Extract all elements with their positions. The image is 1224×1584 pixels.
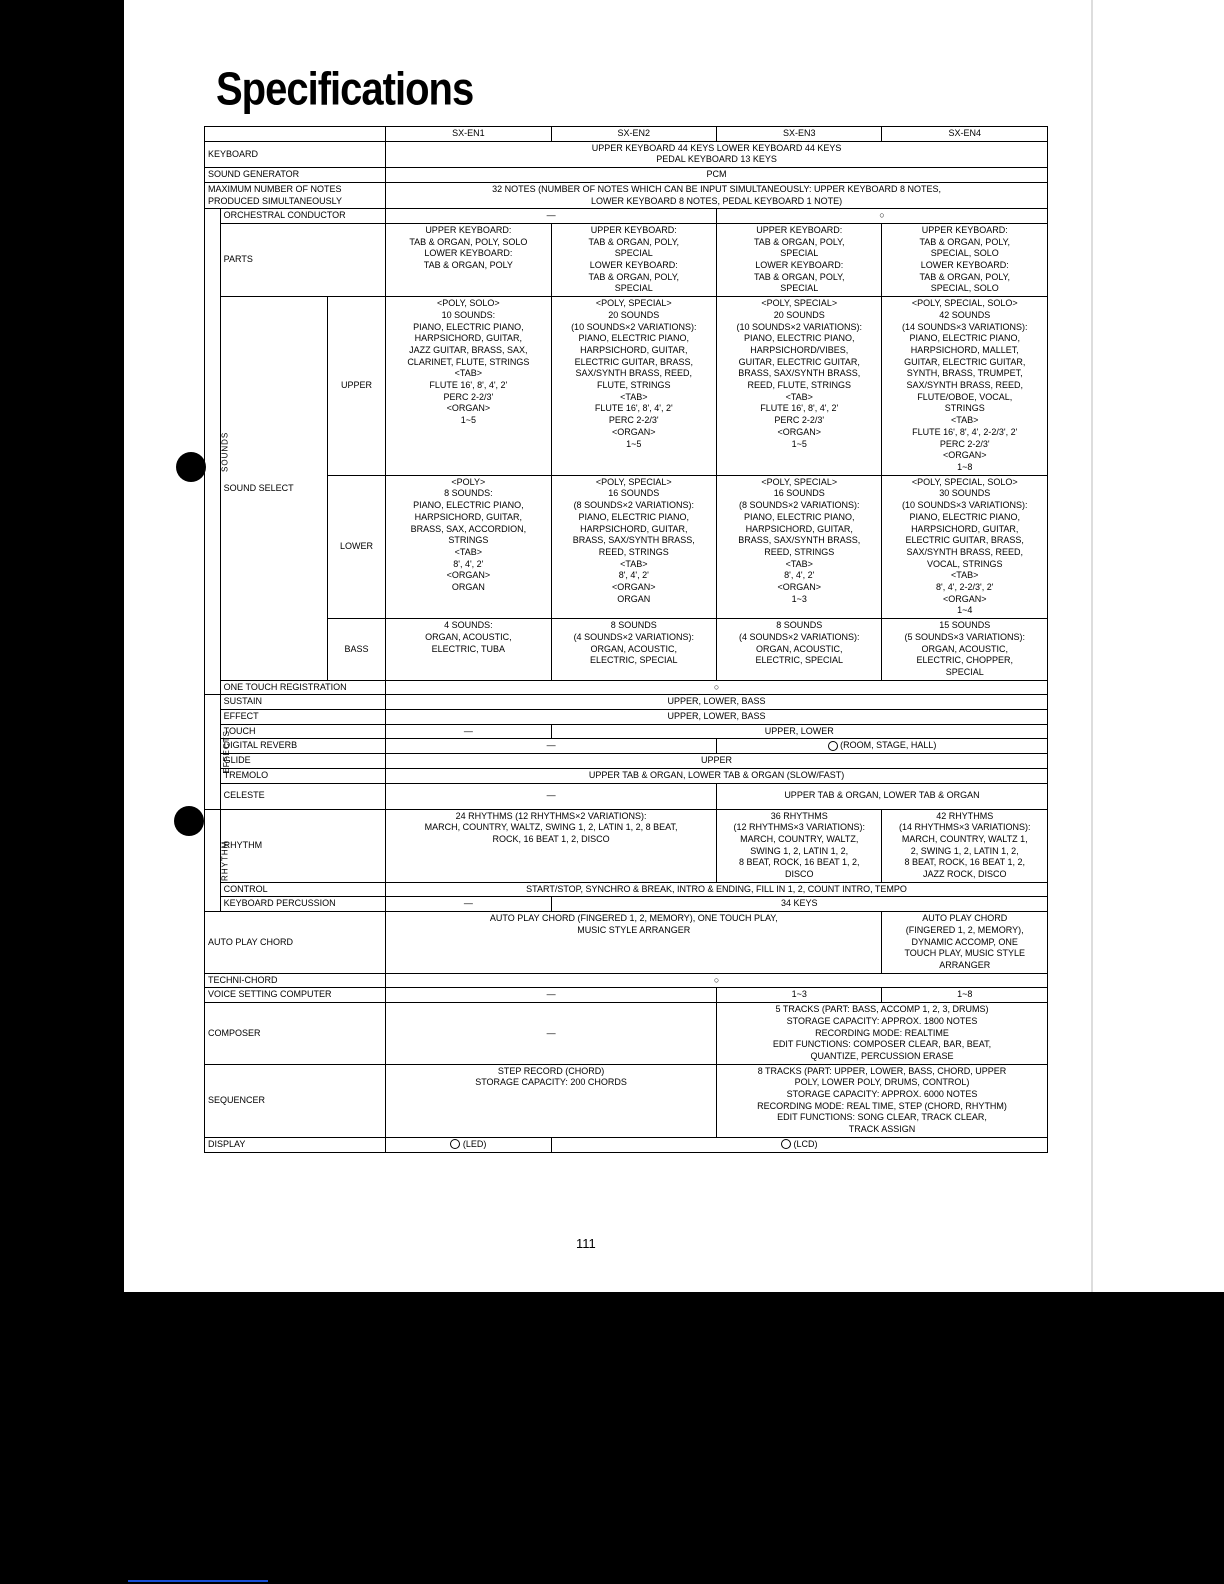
page-edge [1091,0,1093,1292]
punch-hole-icon [174,806,204,836]
row-label: ORCHESTRAL CONDUCTOR [220,209,385,224]
page-number: 111 [576,1236,596,1251]
cell: <POLY, SOLO> 10 SOUNDS: PIANO, ELECTRIC PIANO, HARPSICHORD, GUITAR, JAZZ GUITAR, BRASS, SAX, CLARINET, FLUTE, STRINGS <TAB> FLUTE 16', 8', 4', 2' PERC 2-2/3' <ORGAN> 1~5 [386,297,551,476]
cell: <POLY, SPECIAL, SOLO> 42 SOUNDS (14 SOUNDS×3 VARIATIONS): PIANO, ELECTRIC PIANO, HARPSICHORD, MALLET, GUITAR, ELECTRIC GUITAR, SYNTH, BRASS, TRUMPET, SAX/SYNTH BRASS, REED, FLUTE/OBOE, VOCAL, STRINGS <TAB> FLUTE 16', 8', 4', 2-2/3', 2' PERC 2-2/3' <ORGAN> 1~8 [882,297,1048,476]
table-row [205,882,1048,897]
cell: — [386,724,551,739]
cell: <POLY, SPECIAL> 16 SOUNDS (8 SOUNDS×2 VARIATIONS): PIANO, ELECTRIC PIANO, HARPSICHORD, GUITAR, BRASS, SAX/SYNTH BRASS, REED, STRINGS <TAB> 8', 4', 2' <ORGAN> 1~3 [717,475,882,618]
table-row [205,1137,1048,1152]
model-header: SX-EN2 [551,127,716,142]
table-row [205,897,1048,912]
cell: 8 SOUNDS (4 SOUNDS×2 VARIATIONS): ORGAN, ACOUSTIC, ELECTRIC, SPECIAL [551,619,716,681]
row-label: MAXIMUM NUMBER OF NOTES PRODUCED SIMULTANEOUSLY [205,182,386,208]
row-label: TOUCH [220,724,385,739]
row-label: SOUND SELECT [220,297,327,681]
cell: 24 RHYTHMS (12 RHYTHMS×2 VARIATIONS): MARCH, COUNTRY, WALTZ, SWING 1, 2, LATIN 1, 2, 8 BEAT, ROCK, 16 BEAT 1, 2, DISCO [386,809,717,882]
cell: 34 KEYS [551,897,1047,912]
group-label: RHYTHM [220,840,230,881]
model-header: SX-EN3 [717,127,882,142]
cell: ○ [386,680,1048,695]
row-label: TREMOLO [220,768,385,783]
row-label: GLIDE [220,754,385,769]
table-row [205,141,1048,167]
row-label: VOICE SETTING COMPUTER [205,988,386,1003]
cell: — [386,988,717,1003]
cell [386,1137,551,1152]
table-row [205,695,1048,710]
cell: <POLY, SPECIAL, SOLO> 30 SOUNDS (10 SOUNDS×3 VARIATIONS): PIANO, ELECTRIC PIANO, HARPSICHORD, GUITAR, ELECTRIC GUITAR, BRASS, SAX/SYNTH BRASS, REED, VOCAL, STRINGS <TAB> 8', 4', 2-2/3', 2' <ORGAN> 1~4 [882,475,1048,618]
model-header: SX-EN4 [882,127,1048,142]
link-underline [128,1580,268,1582]
row-label: SEQUENCER [205,1064,386,1137]
circle-icon [781,1139,791,1149]
cell: UPPER KEYBOARD 44 KEYS LOWER KEYBOARD 44 KEYS PEDAL KEYBOARD 13 KEYS [386,141,1048,167]
cell: UPPER [386,754,1048,769]
table-row [205,754,1048,769]
table-row [205,619,1048,681]
table-row [205,809,1048,882]
table-row [205,127,1048,142]
sub-label: LOWER [327,475,385,618]
cell: — [386,739,717,754]
table-row [205,209,1048,224]
table-row [205,783,1048,809]
cell: — [386,897,551,912]
spec-table [204,126,1048,1153]
table-row [205,475,1048,618]
row-label: ONE TOUCH REGISTRATION [220,680,385,695]
row-label: PARTS [220,223,385,296]
sub-label: BASS [327,619,385,681]
cell-text: (LCD) [793,1138,818,1149]
row-label: TECHNI-CHORD [205,973,386,988]
cell: 5 TRACKS (PART: BASS, ACCOMP 1, 2, 3, DRUMS) STORAGE CAPACITY: APPROX. 1800 NOTES RECORDING MODE: REALTIME EDIT FUNCTIONS: COMPOSER CLEAR, BAR, BEAT, QUANTIZE, PERCUSSION ERASE [717,1003,1048,1065]
cell: UPPER TAB & ORGAN, LOWER TAB & ORGAN (SLOW/FAST) [386,768,1048,783]
cell: 8 SOUNDS (4 SOUNDS×2 VARIATIONS): ORGAN, ACOUSTIC, ELECTRIC, SPECIAL [717,619,882,681]
row-label: DIGITAL REVERB [220,739,385,754]
cell-text: (LED) [462,1138,487,1149]
circle-icon [828,741,838,751]
page-title: Specifications [216,64,474,115]
cell: 15 SOUNDS (5 SOUNDS×3 VARIATIONS): ORGAN, ACOUSTIC, ELECTRIC, CHOPPER, SPECIAL [882,619,1048,681]
cell: 32 NOTES (NUMBER OF NOTES WHICH CAN BE INPUT SIMULTANEOUSLY: UPPER KEYBOARD 8 NOTES, LOWER KEYBOARD 8 NOTES, PEDAL KEYBOARD 1 NOTE) [386,182,1048,208]
group-label: SOUNDS [220,431,230,472]
cell-text: (ROOM, STAGE, HALL) [840,740,937,751]
cell: UPPER TAB & ORGAN, LOWER TAB & ORGAN [717,783,1048,809]
cell: <POLY, SPECIAL> 20 SOUNDS (10 SOUNDS×2 VARIATIONS): PIANO, ELECTRIC PIANO, HARPSICHORD/VIBES, GUITAR, ELECTRIC GUITAR, BRASS, SAX/SYNTH BRASS, REED, FLUTE, STRINGS <TAB> FLUTE 16', 8', 4', 2' PERC 2-2/3' <ORGAN> 1~5 [717,297,882,476]
group-effects [205,695,231,809]
row-label: SOUND GENERATOR [205,168,386,183]
punch-hole-icon [176,452,206,482]
cell: AUTO PLAY CHORD (FINGERED 1, 2, MEMORY), DYNAMIC ACCOMP, ONE TOUCH PLAY, MUSIC STYLE ARRANGER [882,912,1048,974]
cell: UPPER KEYBOARD: TAB & ORGAN, POLY, SOLO LOWER KEYBOARD: TAB & ORGAN, POLY [386,223,551,296]
cell: <POLY> 8 SOUNDS: PIANO, ELECTRIC PIANO, HARPSICHORD, GUITAR, BRASS, SAX, ACCORDION, STRINGS <TAB> 8', 4', 2' <ORGAN> ORGAN [386,475,551,618]
cell: — [386,1003,717,1065]
cell: <POLY, SPECIAL> 20 SOUNDS (10 SOUNDS×2 VARIATIONS): PIANO, ELECTRIC PIANO, HARPSICHORD, GUITAR, ELECTRIC GUITAR, BRASS, SAX/SYNTH BRASS, REED, FLUTE, STRINGS <TAB> FLUTE 16', 8', 4', 2' PERC 2-2/3' <ORGAN> 1~5 [551,297,716,476]
group-sounds [205,209,230,695]
row-label: EFFECT [220,710,385,725]
cell [551,1137,1047,1152]
row-label: CELESTE [220,783,385,809]
table-row [205,182,1048,208]
row-label: RHYTHM [220,809,385,882]
cell: — [386,209,717,224]
table-row [205,724,1048,739]
group-label: EFFECTS [221,730,231,774]
row-label: KEYBOARD PERCUSSION [220,897,385,912]
table-row [205,739,1048,754]
sub-label: UPPER [327,297,385,476]
cell: 1~8 [882,988,1048,1003]
cell: ○ [386,973,1048,988]
row-label: SUSTAIN [220,695,385,710]
document-page [124,0,1091,1292]
table-row [205,223,1048,296]
cell: AUTO PLAY CHORD (FINGERED 1, 2, MEMORY), ONE TOUCH PLAY, MUSIC STYLE ARRANGER [386,912,882,974]
cell: ○ [717,209,1048,224]
row-label: AUTO PLAY CHORD [205,912,386,974]
page-margin [1091,0,1224,1292]
cell: UPPER KEYBOARD: TAB & ORGAN, POLY, SPECIAL, SOLO LOWER KEYBOARD: TAB & ORGAN, POLY, SPECIAL, SOLO [882,223,1048,296]
table-row [205,768,1048,783]
cell: PCM [386,168,1048,183]
cell: UPPER KEYBOARD: TAB & ORGAN, POLY, SPECIAL LOWER KEYBOARD: TAB & ORGAN, POLY, SPECIAL [717,223,882,296]
table-row [205,1064,1048,1137]
circle-icon [450,1139,460,1149]
cell: 1~3 [717,988,882,1003]
table-row [205,680,1048,695]
cell: <POLY, SPECIAL> 16 SOUNDS (8 SOUNDS×2 VARIATIONS): PIANO, ELECTRIC PIANO, HARPSICHORD, GUITAR, BRASS, SAX/SYNTH BRASS, REED, STRINGS <TAB> 8', 4', 2' <ORGAN> ORGAN [551,475,716,618]
cell: 36 RHYTHMS (12 RHYTHMS×3 VARIATIONS): MARCH, COUNTRY, WALTZ, SWING 1, 2, LATIN 1, 2, 8 BEAT, ROCK, 16 BEAT 1, 2, DISCO [717,809,882,882]
row-label: CONTROL [220,882,385,897]
cell: UPPER, LOWER [551,724,1047,739]
cell: UPPER, LOWER, BASS [386,695,1048,710]
row-label: KEYBOARD [205,141,386,167]
cell: START/STOP, SYNCHRO & BREAK, INTRO & ENDING, FILL IN 1, 2, COUNT INTRO, TEMPO [386,882,1048,897]
table-row [205,988,1048,1003]
row-label: DISPLAY [205,1137,386,1152]
cell: 4 SOUNDS: ORGAN, ACOUSTIC, ELECTRIC, TUBA [386,619,551,681]
table-row [205,168,1048,183]
cell: 8 TRACKS (PART: UPPER, LOWER, BASS, CHORD, UPPER POLY, LOWER POLY, DRUMS, CONTROL) STORAGE CAPACITY: APPROX. 6000 NOTES RECORDING MODE: REAL TIME, STEP (CHORD, RHYTHM) EDIT FUNCTIONS: SONG CLEAR, TRACK CLEAR, TRACK ASSIGN [717,1064,1048,1137]
table-row [205,1003,1048,1065]
cell: — [386,783,717,809]
cell: UPPER, LOWER, BASS [386,710,1048,725]
cell: UPPER KEYBOARD: TAB & ORGAN, POLY, SPECIAL LOWER KEYBOARD: TAB & ORGAN, POLY, SPECIAL [551,223,716,296]
cell: STEP RECORD (CHORD) STORAGE CAPACITY: 200 CHORDS [386,1064,717,1137]
table-row [205,973,1048,988]
cell: 42 RHYTHMS (14 RHYTHMS×3 VARIATIONS): MARCH, COUNTRY, WALTZ 1, 2, SWING 1, 2, LATIN 1, 2, 8 BEAT, ROCK, 16 BEAT 1, 2, JAZZ ROCK, DISCO [882,809,1048,882]
table-row [205,297,1048,476]
model-header: SX-EN1 [386,127,551,142]
group-rhythm [205,809,230,912]
row-label: COMPOSER [205,1003,386,1065]
table-row [205,710,1048,725]
table-row [205,912,1048,974]
cell [717,739,1048,754]
